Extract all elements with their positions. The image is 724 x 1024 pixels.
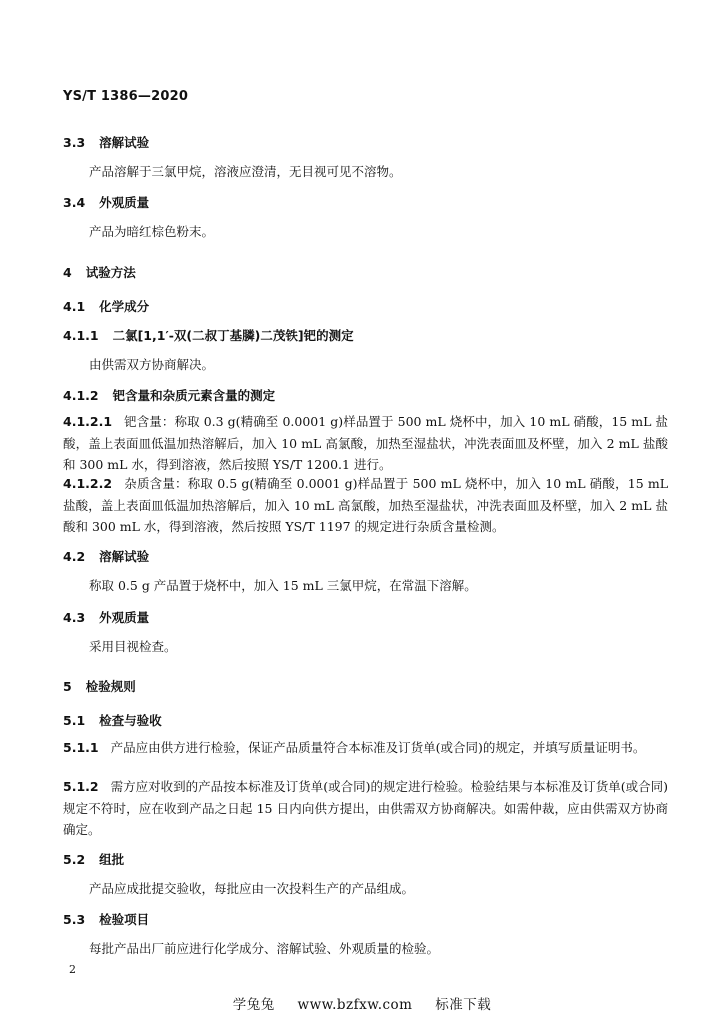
footer-site-name: 学兔兔 [232, 997, 275, 1013]
clause-text: 杂质含量：称取 0.5 g(精确至 0.0001 g)样品置于 500 mL 烧杯中，加入 10 mL 硝酸，15 mL 盐酸，盖上表面皿低温加热溶解后，加入 10 mL 高氯酸，加热至湿盐状，冲洗表面皿及杯壁，加入 2 mL 盐酸和 300 mL 水，得到溶液，然后按照 YS/T 1197 的规定进行杂质含量检测。 [63, 476, 668, 534]
section-number: 4.1.1 [63, 328, 99, 343]
section-title: 检验项目 [99, 912, 150, 927]
section-number: 4.3 [63, 610, 86, 625]
heading-4-1 [63, 297, 149, 315]
footer-slogan: 标准下载 [435, 997, 492, 1013]
paragraph-4-2: 称取 0.5 g 产品置于烧杯中，加入 15 mL 三氯甲烷，在常温下溶解。 [89, 578, 477, 593]
paragraph-5-3: 每批产品出厂前应进行化学成分、溶解试验、外观质量的检验。 [89, 941, 440, 956]
section-number: 5.1 [63, 713, 86, 728]
section-title: 组批 [99, 852, 125, 867]
page-number: 2 [69, 963, 76, 976]
section-title: 溶解试验 [99, 549, 150, 564]
footer-watermark [0, 993, 724, 1013]
section-title: 检查与验收 [99, 713, 162, 728]
paragraph-4-3: 采用目视检查。 [89, 639, 177, 654]
section-title: 试验方法 [85, 265, 136, 280]
paragraph-4-1-2-2 [63, 473, 668, 538]
paragraph-4-1-2-1 [63, 411, 668, 476]
section-number: 4.1.2 [63, 388, 99, 403]
section-title: 检验规则 [85, 679, 136, 694]
clause-text: 需方应对收到的产品按本标准及订货单(或合同)的规定进行检验。检验结果与本标准及订货单(或合同)规定不符时，应在收到产品之日起 15 日内向供方提出，由供需双方协商解决。如需仲裁，应由供需双方协商确定。 [63, 779, 668, 837]
section-title: 外观质量 [99, 195, 150, 210]
paragraph-5-2: 产品应成批提交验收，每批应由一次投料生产的产品组成。 [89, 881, 415, 896]
section-number: 3.3 [63, 135, 86, 150]
section-title: 化学成分 [99, 299, 150, 314]
section-title: 钯含量和杂质元素含量的测定 [112, 388, 276, 403]
heading-5 [63, 677, 136, 695]
paragraph-5-1-2 [63, 776, 668, 841]
section-title: 二氯[1,1′-双(二叔丁基膦)二茂铁]钯的测定 [112, 328, 354, 343]
clause-number: 4.1.2.1 [63, 414, 113, 429]
clause-number: 4.1.2.2 [63, 476, 113, 491]
section-number: 5.2 [63, 852, 86, 867]
section-number: 5.3 [63, 912, 86, 927]
heading-4-1-2 [63, 386, 275, 404]
heading-3-4 [63, 193, 149, 211]
paragraph-3-3: 产品溶解于三氯甲烷，溶液应澄清，无目视可见不溶物。 [89, 164, 402, 179]
section-title: 外观质量 [99, 610, 150, 625]
section-number: 4.2 [63, 549, 86, 564]
heading-4 [63, 263, 136, 281]
clause-number: 5.1.2 [63, 779, 99, 794]
heading-4-3 [63, 608, 149, 626]
clause-text: 产品应由供方进行检验，保证产品质量符合本标准及订货单(或合同)的规定，并填写质量证明书。 [110, 740, 646, 755]
section-number: 4 [63, 265, 72, 280]
heading-3-3 [63, 133, 149, 151]
heading-5-3 [63, 910, 149, 928]
heading-4-2 [63, 547, 149, 565]
paragraph-5-1-1 [63, 737, 668, 759]
paragraph-4-1-1: 由供需双方协商解决。 [89, 357, 215, 372]
section-title: 溶解试验 [99, 135, 150, 150]
section-number: 5 [63, 679, 72, 694]
heading-4-1-1 [63, 326, 354, 344]
heading-5-2 [63, 850, 124, 868]
section-number: 3.4 [63, 195, 86, 210]
section-number: 4.1 [63, 299, 86, 314]
heading-5-1 [63, 711, 162, 729]
clause-text: 钯含量：称取 0.3 g(精确至 0.0001 g)样品置于 500 mL 烧杯中，加入 10 mL 硝酸，15 mL 盐酸，盖上表面皿低温加热溶解后，加入 10 mL 高氯酸，加热至湿盐状，冲洗表面皿及杯壁，加入 2 mL 盐酸和 300 mL 水，得到溶液，然后按照 YS/T 1200.1 进行。 [63, 414, 668, 472]
footer-url: www.bzfxw.com [297, 997, 413, 1013]
paragraph-3-4: 产品为暗红棕色粉末。 [89, 224, 215, 239]
clause-number: 5.1.1 [63, 740, 99, 755]
standard-code: YS/T 1386—2020 [63, 89, 189, 104]
